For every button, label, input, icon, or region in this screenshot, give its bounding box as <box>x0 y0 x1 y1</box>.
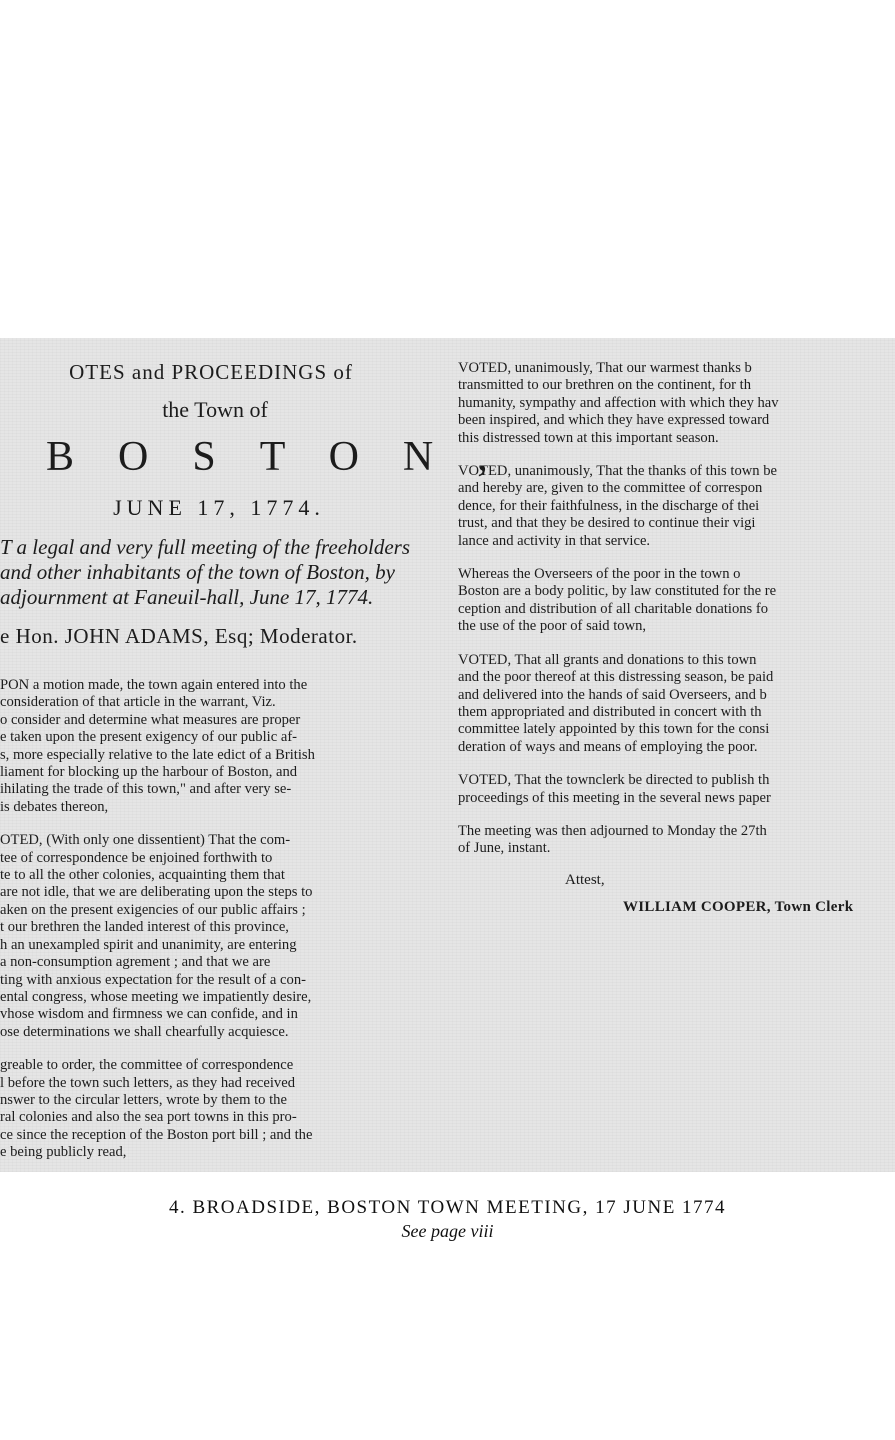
text-line: l before the town such letters, as they had received <box>0 1074 296 1091</box>
text-line: committee lately appointed by this town for the consi <box>458 721 770 738</box>
text-line: te to all the other colonies, acquainting them that <box>0 867 285 884</box>
text-line: liament for blocking up the harbour of Boston, and <box>0 764 298 781</box>
text-line: nswer to the circular letters, wrote by them to the <box>0 1091 287 1108</box>
text-line: s, more especially relative to the late edict of a British <box>0 746 315 763</box>
preamble-line: adjournment at Faneuil-hall, June 17, 1774. <box>0 585 374 609</box>
paragraph <box>0 832 430 1041</box>
moderator-line: e Hon. JOHN ADAMS, Esq; Moderator. <box>0 624 358 648</box>
text-line: ental congress, whose meeting we impatiently desire, <box>0 988 312 1005</box>
text-line: PON a motion made, the town again entered into the <box>0 677 308 693</box>
text-line: the use of the poor of said town, <box>458 618 647 635</box>
paragraph <box>458 823 895 858</box>
text-line: OTED, (With only one dissentient) That the com- <box>0 832 291 849</box>
text-line: greable to order, the committee of correspondence <box>0 1057 294 1074</box>
paragraph <box>0 1057 430 1161</box>
text-line: ce since the reception of the Boston port bill ; and the <box>0 1126 313 1143</box>
right-column <box>458 360 895 916</box>
figure-caption: 4. BROADSIDE, BOSTON TOWN MEETING, 17 JUNE 1774 <box>168 1197 727 1218</box>
preamble-line: and other inhabitants of the town of Boston, by <box>0 560 395 584</box>
text-line: t our brethren the landed interest of this province, <box>0 919 289 936</box>
header-line-1: OTES and PROCEEDINGS of <box>69 360 353 384</box>
text-line: VOTED, That all grants and donations to this town <box>458 651 757 668</box>
text-line: consideration of that article in the warrant, Viz. <box>0 694 276 711</box>
text-line: of June, instant. <box>458 840 551 857</box>
page-reference: See page viii <box>401 1221 494 1241</box>
text-line: are not idle, that we are deliberating upon the steps to <box>0 884 313 901</box>
header-boston: BOSTON, <box>46 434 532 480</box>
paragraph <box>458 360 895 447</box>
paragraph <box>458 772 895 807</box>
text-line: e taken upon the present exigency of our public af- <box>0 729 298 746</box>
text-line: VOTED, That the townclerk be directed to publish th <box>458 772 770 789</box>
text-line: vhose wisdom and firmness we can confide, and in <box>0 1006 298 1023</box>
text-line: ception and distribution of all charitable donations fo <box>458 600 769 617</box>
text-line: Boston are a body politic, by law constituted for the re <box>458 583 777 600</box>
text-line: humanity, sympathy and affection with which they hav <box>458 394 779 411</box>
text-line: transmitted to our brethren on the continent, for th <box>458 377 752 394</box>
text-line: them appropriated and distributed in concert with th <box>458 703 762 720</box>
text-line: ihilating the trade of this town," and after very se- <box>0 781 292 798</box>
preamble <box>0 535 430 610</box>
text-line: ting with anxious expectation for the result of a con- <box>0 971 306 988</box>
broadside-plate <box>0 338 895 1172</box>
text-line: proceedings of this meeting in the several news paper <box>458 789 771 806</box>
text-line: deration of ways and means of employing the poor. <box>458 738 758 755</box>
paragraph <box>0 677 430 816</box>
header-line-2: the Town of <box>162 397 268 422</box>
text-line: VOTED, unanimously, That the thanks of this town be <box>458 463 777 480</box>
text-line: ose determinations we shall chearfully acquiesce. <box>0 1023 289 1040</box>
left-paragraphs <box>0 677 430 1162</box>
preamble-line: T a legal and very full meeting of the freeholders <box>0 535 411 559</box>
text-line: tee of correspondence be enjoined forthwith to <box>0 849 273 866</box>
text-line: Whereas the Overseers of the poor in the town o <box>458 566 741 583</box>
text-line: o consider and determine what measures are proper <box>0 711 301 728</box>
text-line: a non-consumption agrement ; and that we are <box>0 954 271 971</box>
paragraph <box>458 566 895 636</box>
text-line: been inspired, and which they have expressed toward <box>458 412 770 429</box>
paragraph <box>458 652 895 756</box>
text-line: e being publicly read, <box>0 1144 127 1161</box>
header-date: JUNE 17, 1774. <box>113 495 325 520</box>
text-line: is debates thereon, <box>0 798 109 815</box>
text-line: trust, and that they be desired to continue their vigi <box>458 515 756 532</box>
text-line: and the poor thereof at this distressing season, be paid <box>458 669 774 686</box>
right-paragraphs <box>458 360 895 858</box>
text-line: h an unexampled spirit and unanimity, are entering <box>0 936 297 953</box>
text-line: ral colonies and also the sea port towns in this pro- <box>0 1109 297 1126</box>
text-line: The meeting was then adjourned to Monday the 27th <box>458 822 767 839</box>
text-line: lance and activity in that service. <box>458 532 651 549</box>
text-line: aken on the present exigencies of our public affairs ; <box>0 901 306 918</box>
text-line: and delivered into the hands of said Overseers, and b <box>458 686 767 703</box>
attest-line: Attest, <box>565 871 605 888</box>
text-line: VOTED, unanimously, That our warmest thanks b <box>458 360 752 376</box>
paragraph <box>458 463 895 550</box>
text-line: dence, for their faithfulness, in the discharge of thei <box>458 497 760 514</box>
text-line: and hereby are, given to the committee of correspon <box>458 480 763 497</box>
signature-line: WILLIAM COOPER, Town Clerk <box>623 898 854 915</box>
text-line: this distressed town at this important season. <box>458 429 719 446</box>
